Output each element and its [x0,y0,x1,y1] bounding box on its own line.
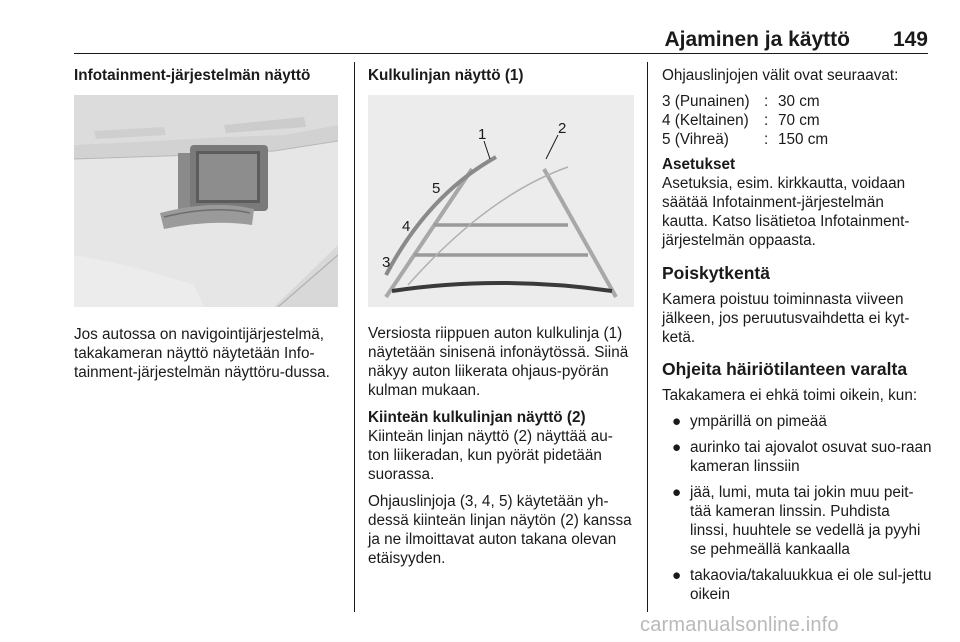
distance-row: 3 (Punainen) : 30 cm [662,93,820,110]
column-2 [368,66,634,568]
list-item-text: jää, lumi, muta tai jokin muu peit-tää kameran linssin. Puhdista linssi, huuhtele se vedellä ja pyyhi se pehmeällä kankaalla [690,484,921,558]
section-heading-trajectory: Kulkulinjan näyttö (1) [368,67,524,84]
column-divider-2 [647,62,648,612]
list-item [662,412,932,431]
distance-value: 70 cm [778,112,820,129]
list-item-text: ympärillä on pimeää [690,413,827,430]
column-divider-1 [354,62,355,612]
camera-display-illustration [74,95,338,307]
bullet-icon: ● [672,439,682,456]
bullet-icon: ● [672,567,682,584]
figure-label-4: 4 [402,218,411,235]
settings-heading: Asetukset [662,156,736,173]
distance-row: 4 (Keltainen) : 70 cm [662,112,820,129]
figure-label-5: 5 [432,180,441,197]
distance-label: 4 (Keltainen) [662,112,749,129]
faults-heading: Ohjeita häiriötilanteen varalta [662,359,908,379]
distance-label: 3 (Punainen) [662,93,750,110]
distance-value: 150 cm [778,131,829,148]
distance-row: 5 (Vihreä) : 150 cm [662,131,829,148]
bullet-icon: ● [672,413,682,430]
header-divider [74,53,928,54]
column-1 [74,66,344,382]
column-3 [662,66,932,604]
deactivation-paragraph: Kamera poistuu toiminnasta viiveen jälkeen, jos peruutusvaihdetta ei kyt-ketä. [662,291,910,346]
settings-paragraph: Asetuksia, esim. kirkkautta, voidaan säätää Infotainment-järjestelmän kautta. Katso lisätietoa Infotainment-järjestelmän oppaasta. [662,175,910,249]
list-item [662,483,932,559]
deactivation-heading: Poiskytkentä [662,263,770,283]
trajectory-lines-illustration [368,95,634,307]
distance-label: 5 (Vihreä) [662,131,729,148]
figure-label-2: 2 [558,120,567,137]
watermark: carmanualsonline.info [640,614,839,636]
list-item [662,438,932,476]
figure-label-3: 3 [382,254,391,271]
list-item-text: aurinko tai ajovalot osuvat suo-raan kameran linssiin [690,439,932,475]
page-number: 149 [892,28,928,51]
guide-distances-intro: Ohjauslinjojen välit ovat seuraavat: [662,67,899,84]
list-item-text: takaovia/takaluukkua ei ole sul-jettu oikein [690,567,932,603]
faults-intro: Takakamera ei ehkä toimi oikein, kun: [662,387,918,404]
trajectory-paragraph: Versiosta riippuen auton kulkulinja (1) näytetään sinisenä infonäytössä. Siinä näkyy auton liikerata ohjaus-pyörän kulman mukaan. [368,325,629,399]
distance-value: 30 cm [778,93,820,110]
fixed-trajectory-paragraph: Kiinteän linjan näyttö (2) näyttää au-ton liikeradan, kun pyörät pidetään suorassa. [368,428,613,483]
fixed-trajectory-heading: Kiinteän kulkulinjan näyttö (2) [368,409,586,426]
page-header [74,28,928,52]
section-heading-display: Infotainment-järjestelmän näyttö [74,67,311,84]
faults-list [662,412,932,604]
display-paragraph: Jos autossa on navigointijärjestelmä, takakameran näyttö näytetään Info-tainment-järjestelmän näyttöru-dussa. [74,326,330,381]
page-header-title: Ajaminen ja käyttö [664,28,850,51]
bullet-icon: ● [672,484,682,501]
figure-label-1: 1 [478,126,487,143]
list-item [662,566,932,604]
guide-lines-paragraph: Ohjauslinjoja (3, 4, 5) käytetään yh-dessä kiinteän linjan näytön (2) kanssa ja ne ilmoittavat auton takana olevan etäisyyden. [368,493,632,567]
